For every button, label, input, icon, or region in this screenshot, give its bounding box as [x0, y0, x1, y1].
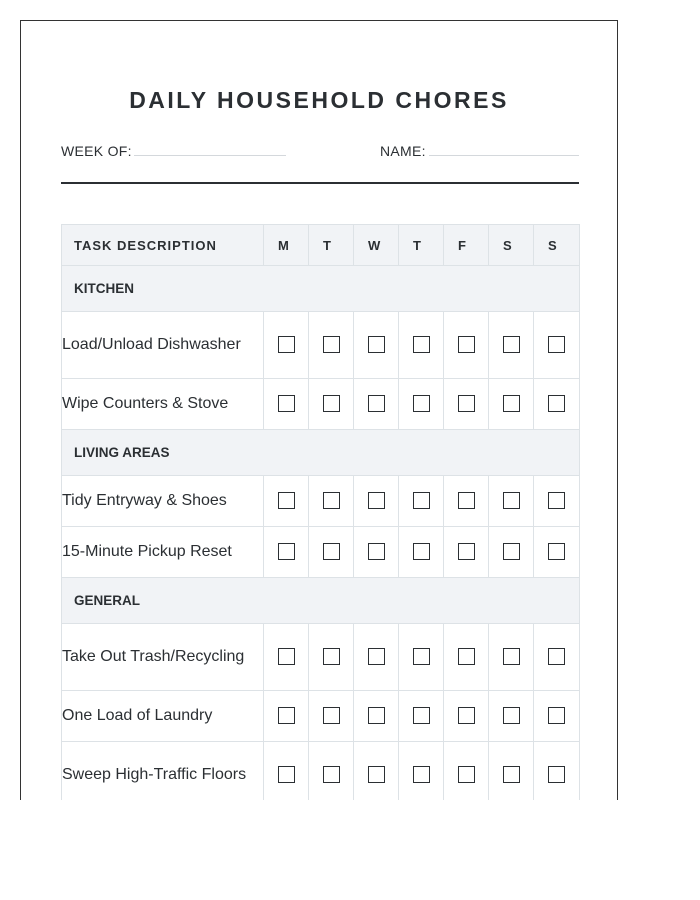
day-cell-sat — [489, 527, 534, 578]
checkbox[interactable] — [278, 336, 295, 353]
week-of-field[interactable] — [134, 155, 286, 156]
checkbox[interactable] — [458, 395, 475, 412]
checkbox[interactable] — [323, 395, 340, 412]
checkbox[interactable] — [413, 707, 430, 724]
checkbox[interactable] — [548, 648, 565, 665]
chores-body — [62, 266, 580, 801]
checkbox[interactable] — [368, 395, 385, 412]
checkbox[interactable] — [548, 492, 565, 509]
checkbox[interactable] — [413, 395, 430, 412]
checkbox[interactable] — [323, 648, 340, 665]
day-cell-mon — [264, 379, 309, 430]
day-cell-mon — [264, 527, 309, 578]
day-cell-fri — [444, 379, 489, 430]
day-cell-sun — [534, 476, 580, 527]
task-description: Tidy Entryway & Shoes — [62, 476, 264, 527]
section-row — [62, 430, 580, 476]
day-cell-wed — [354, 476, 399, 527]
day-cell-tue — [309, 742, 354, 801]
week-of-label: WEEK OF: — [61, 143, 132, 159]
checkbox[interactable] — [458, 492, 475, 509]
checkbox[interactable] — [503, 648, 520, 665]
checkbox[interactable] — [368, 707, 385, 724]
day-cell-sun — [534, 312, 580, 379]
day-cell-thu — [399, 379, 444, 430]
task-row — [62, 527, 580, 578]
day-cell-fri — [444, 691, 489, 742]
section-heading: LIVING AREAS — [62, 430, 580, 476]
section-heading: GENERAL — [62, 578, 580, 624]
checkbox[interactable] — [458, 707, 475, 724]
name-label: NAME: — [380, 143, 426, 159]
task-description: One Load of Laundry — [62, 691, 264, 742]
checkbox[interactable] — [278, 395, 295, 412]
day-cell-thu — [399, 624, 444, 691]
checkbox[interactable] — [548, 766, 565, 783]
day-header-tue: T — [309, 225, 354, 266]
day-cell-mon — [264, 624, 309, 691]
task-row — [62, 691, 580, 742]
task-description-header: TASK DESCRIPTION — [62, 225, 264, 266]
day-cell-sun — [534, 691, 580, 742]
day-cell-tue — [309, 476, 354, 527]
task-row — [62, 476, 580, 527]
checkbox[interactable] — [548, 543, 565, 560]
task-row — [62, 742, 580, 801]
checkbox[interactable] — [413, 336, 430, 353]
day-cell-sun — [534, 527, 580, 578]
chores-table — [61, 224, 580, 800]
checkbox[interactable] — [503, 492, 520, 509]
day-cell-wed — [354, 624, 399, 691]
day-cell-tue — [309, 527, 354, 578]
day-cell-fri — [444, 742, 489, 801]
checkbox[interactable] — [278, 543, 295, 560]
checkbox[interactable] — [503, 707, 520, 724]
section-heading: KITCHEN — [62, 266, 580, 312]
day-cell-tue — [309, 312, 354, 379]
checkbox[interactable] — [503, 395, 520, 412]
name-field[interactable] — [429, 155, 579, 156]
day-cell-sun — [534, 624, 580, 691]
day-cell-fri — [444, 624, 489, 691]
day-cell-mon — [264, 476, 309, 527]
checkbox[interactable] — [368, 543, 385, 560]
day-header-sat: S — [489, 225, 534, 266]
checkbox[interactable] — [458, 648, 475, 665]
checkbox[interactable] — [458, 543, 475, 560]
checkbox[interactable] — [323, 543, 340, 560]
checkbox[interactable] — [413, 648, 430, 665]
day-header-mon: M — [264, 225, 309, 266]
task-description: 15-Minute Pickup Reset — [62, 527, 264, 578]
day-cell-wed — [354, 379, 399, 430]
day-cell-thu — [399, 742, 444, 801]
day-header-fri: F — [444, 225, 489, 266]
checkbox[interactable] — [413, 492, 430, 509]
checkbox[interactable] — [278, 766, 295, 783]
day-cell-tue — [309, 379, 354, 430]
day-cell-thu — [399, 691, 444, 742]
checkbox[interactable] — [548, 707, 565, 724]
checkbox[interactable] — [278, 707, 295, 724]
checkbox[interactable] — [323, 707, 340, 724]
day-header-sun: S — [534, 225, 580, 266]
checkbox[interactable] — [323, 336, 340, 353]
header-divider — [61, 182, 579, 184]
day-cell-mon — [264, 691, 309, 742]
chore-sheet — [20, 20, 618, 800]
day-cell-mon — [264, 742, 309, 801]
day-cell-thu — [399, 527, 444, 578]
checkbox[interactable] — [368, 648, 385, 665]
day-cell-sat — [489, 624, 534, 691]
day-cell-wed — [354, 742, 399, 801]
task-row — [62, 312, 580, 379]
task-description: Wipe Counters & Stove — [62, 379, 264, 430]
day-cell-wed — [354, 312, 399, 379]
task-row — [62, 624, 580, 691]
day-cell-tue — [309, 691, 354, 742]
day-cell-sun — [534, 379, 580, 430]
day-cell-wed — [354, 691, 399, 742]
checkbox[interactable] — [413, 543, 430, 560]
checkbox[interactable] — [458, 336, 475, 353]
task-description: Sweep High-Traffic Floors — [62, 742, 264, 801]
day-cell-fri — [444, 527, 489, 578]
day-cell-fri — [444, 312, 489, 379]
task-description: Load/Unload Dishwasher — [62, 312, 264, 379]
day-cell-sun — [534, 742, 580, 801]
day-cell-thu — [399, 476, 444, 527]
checkbox[interactable] — [368, 336, 385, 353]
checkbox[interactable] — [548, 395, 565, 412]
day-cell-mon — [264, 312, 309, 379]
day-cell-sat — [489, 312, 534, 379]
checkbox[interactable] — [503, 766, 520, 783]
day-cell-sat — [489, 742, 534, 801]
section-row — [62, 266, 580, 312]
checkbox[interactable] — [458, 766, 475, 783]
checkbox[interactable] — [503, 336, 520, 353]
checkbox[interactable] — [278, 492, 295, 509]
day-cell-fri — [444, 476, 489, 527]
checkbox[interactable] — [368, 766, 385, 783]
checkbox[interactable] — [323, 766, 340, 783]
checkbox[interactable] — [413, 766, 430, 783]
page-title: DAILY HOUSEHOLD CHORES — [129, 87, 509, 113]
day-cell-thu — [399, 312, 444, 379]
table-header-row — [62, 225, 580, 266]
task-description: Take Out Trash/Recycling — [62, 624, 264, 691]
checkbox[interactable] — [323, 492, 340, 509]
section-row — [62, 578, 580, 624]
checkbox[interactable] — [503, 543, 520, 560]
day-cell-wed — [354, 527, 399, 578]
day-cell-sat — [489, 691, 534, 742]
checkbox[interactable] — [548, 336, 565, 353]
day-cell-sat — [489, 379, 534, 430]
day-cell-sat — [489, 476, 534, 527]
task-row — [62, 379, 580, 430]
checkbox[interactable] — [368, 492, 385, 509]
day-header-thu: T — [399, 225, 444, 266]
checkbox[interactable] — [278, 648, 295, 665]
day-cell-tue — [309, 624, 354, 691]
day-header-wed: W — [354, 225, 399, 266]
